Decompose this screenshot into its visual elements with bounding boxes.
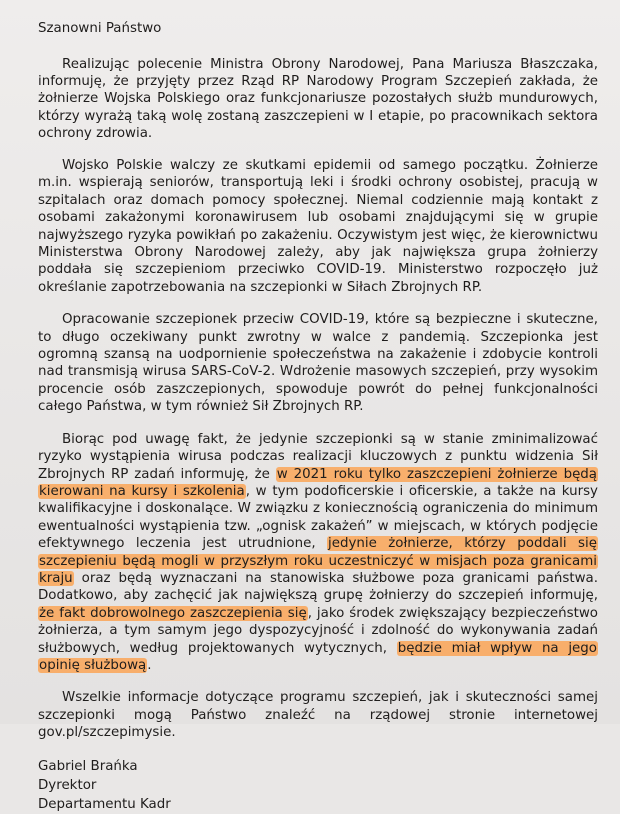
highlight-opinion: będzie miał wpływ na jego opinię służbową: [39, 640, 597, 673]
paragraph-program: Realizując polecenie Ministra Obrony Narodowej, Pana Mariusza Błaszczaka, informuję, że przyjęty przez Rząd RP Narodowy Program Szczepień zakłada, że żołnierze Wojska Polskiego oraz funkcjonariusze pozostałych służb mundurowych, którzy wyrażą taką wolę zostaną zaszczepieni w I etapie, po pracownikach sektora ochrony zdrowia.: [38, 57, 598, 141]
highlight-courses: w 2021 roku tylko zaszczepieni żołnierze będą kierowani na kursy i szkolenia: [39, 466, 598, 499]
highlight-missions: jedynie żołnierze, którzy poddali się szczepieniu będą mogli w przyszłym roku uczestniczyć w misjach poza granicami kraju: [39, 536, 597, 586]
signature-name: Gabriel Brańka: [38, 758, 138, 774]
signature-department: Departamentu Kadr: [38, 796, 171, 812]
signature-title: Dyrektor: [38, 777, 97, 793]
paragraph-info: Wszelkie informacje dotyczące programu szczepień, jak i skuteczności samej szczepionki mogą Państwo znaleźć na rządowej stronie internetowej gov.pl/szczepimysie.: [38, 690, 598, 741]
text-segment: oraz będą wyznaczani na stanowiska służbowe poza granicami państwa. Dodatkowo, aby zachęcić jak największą grupę żołnierzy do szczepień informuję,: [38, 570, 598, 604]
text-segment: , w tym podoficerskie i oficerskie, a także na kursy kwalifikacyjne i doskonalące. W związku z koniecznością ograniczenia do minimum ewentualności wystąpienia tzw. „ognisk zakażeń” w miejscach, w których podjęcie efektywnego leczenia jest utrudnione,: [38, 483, 598, 552]
signature-block: [38, 757, 598, 814]
paragraph-vaccine-development: Opracowanie szczepionek przeciw COVID-19, które są bezpieczne i skuteczne, to długo oczekiwany punkt zwrotny w walce z pandemią. Szczepionka jest ogromną szansą na uodpornienie społeczeństwa na zakażenie i zdobycie kontroli nad transmisją wirusa SARS-CoV-2. Wdrożenie masowych szczepień, przy wysokim procencie osób zaszczepionych, spowoduje powrót do pełnej funkcjonalności całego Państwa, w tym również Sił Zbrojnych RP.: [38, 312, 598, 415]
text-segment: .: [147, 657, 152, 673]
highlight-voluntary: że fakt dobrowolnego zaszczepienia się: [39, 605, 307, 621]
paragraph-army-fight: Wojsko Polskie walczy ze skutkami epidemii od samego początku. Żołnierze m.in. wspierają seniorów, transportują leki i środki ochrony osobistej, pracują w szpitalach oraz domach pomocy społecznej. Niemal codziennie mają kontakt z osobami zakażonymi koronawirusem lub osobami znajdującymi się w grupie najwyższego ryzyka powikłań po zakażeniu. Oczywistym jest więc, że kierownictwu Ministerstwa Obrony Narodowej zależy, aby jak największa grupa żołnierzy poddała się szczepieniom przeciwko COVID-19. Ministerstwo rozpoczęło już określanie zapotrzebowania na szczepionki w Siłach Zbrojnych RP.: [38, 158, 598, 295]
text-segment: , jako środek zwiększający bezpieczeństwo żołnierza, a tym samym jego dyspozycyjność i zdolność do wykonywania zadań służbowych, według projektowanych wytycznych,: [38, 605, 598, 656]
salutation: Szanowni Państwo: [38, 21, 162, 36]
text-segment: Biorąc pod uwagę fakt, że jedynie szczepionki są w stanie zminimalizować ryzyko wystąpienia wirusa podczas realizacji kluczowych z punktu widzenia Sił Zbrojnych RP zadań informuję, że: [38, 431, 598, 482]
paragraph-requirements: [38, 431, 598, 675]
